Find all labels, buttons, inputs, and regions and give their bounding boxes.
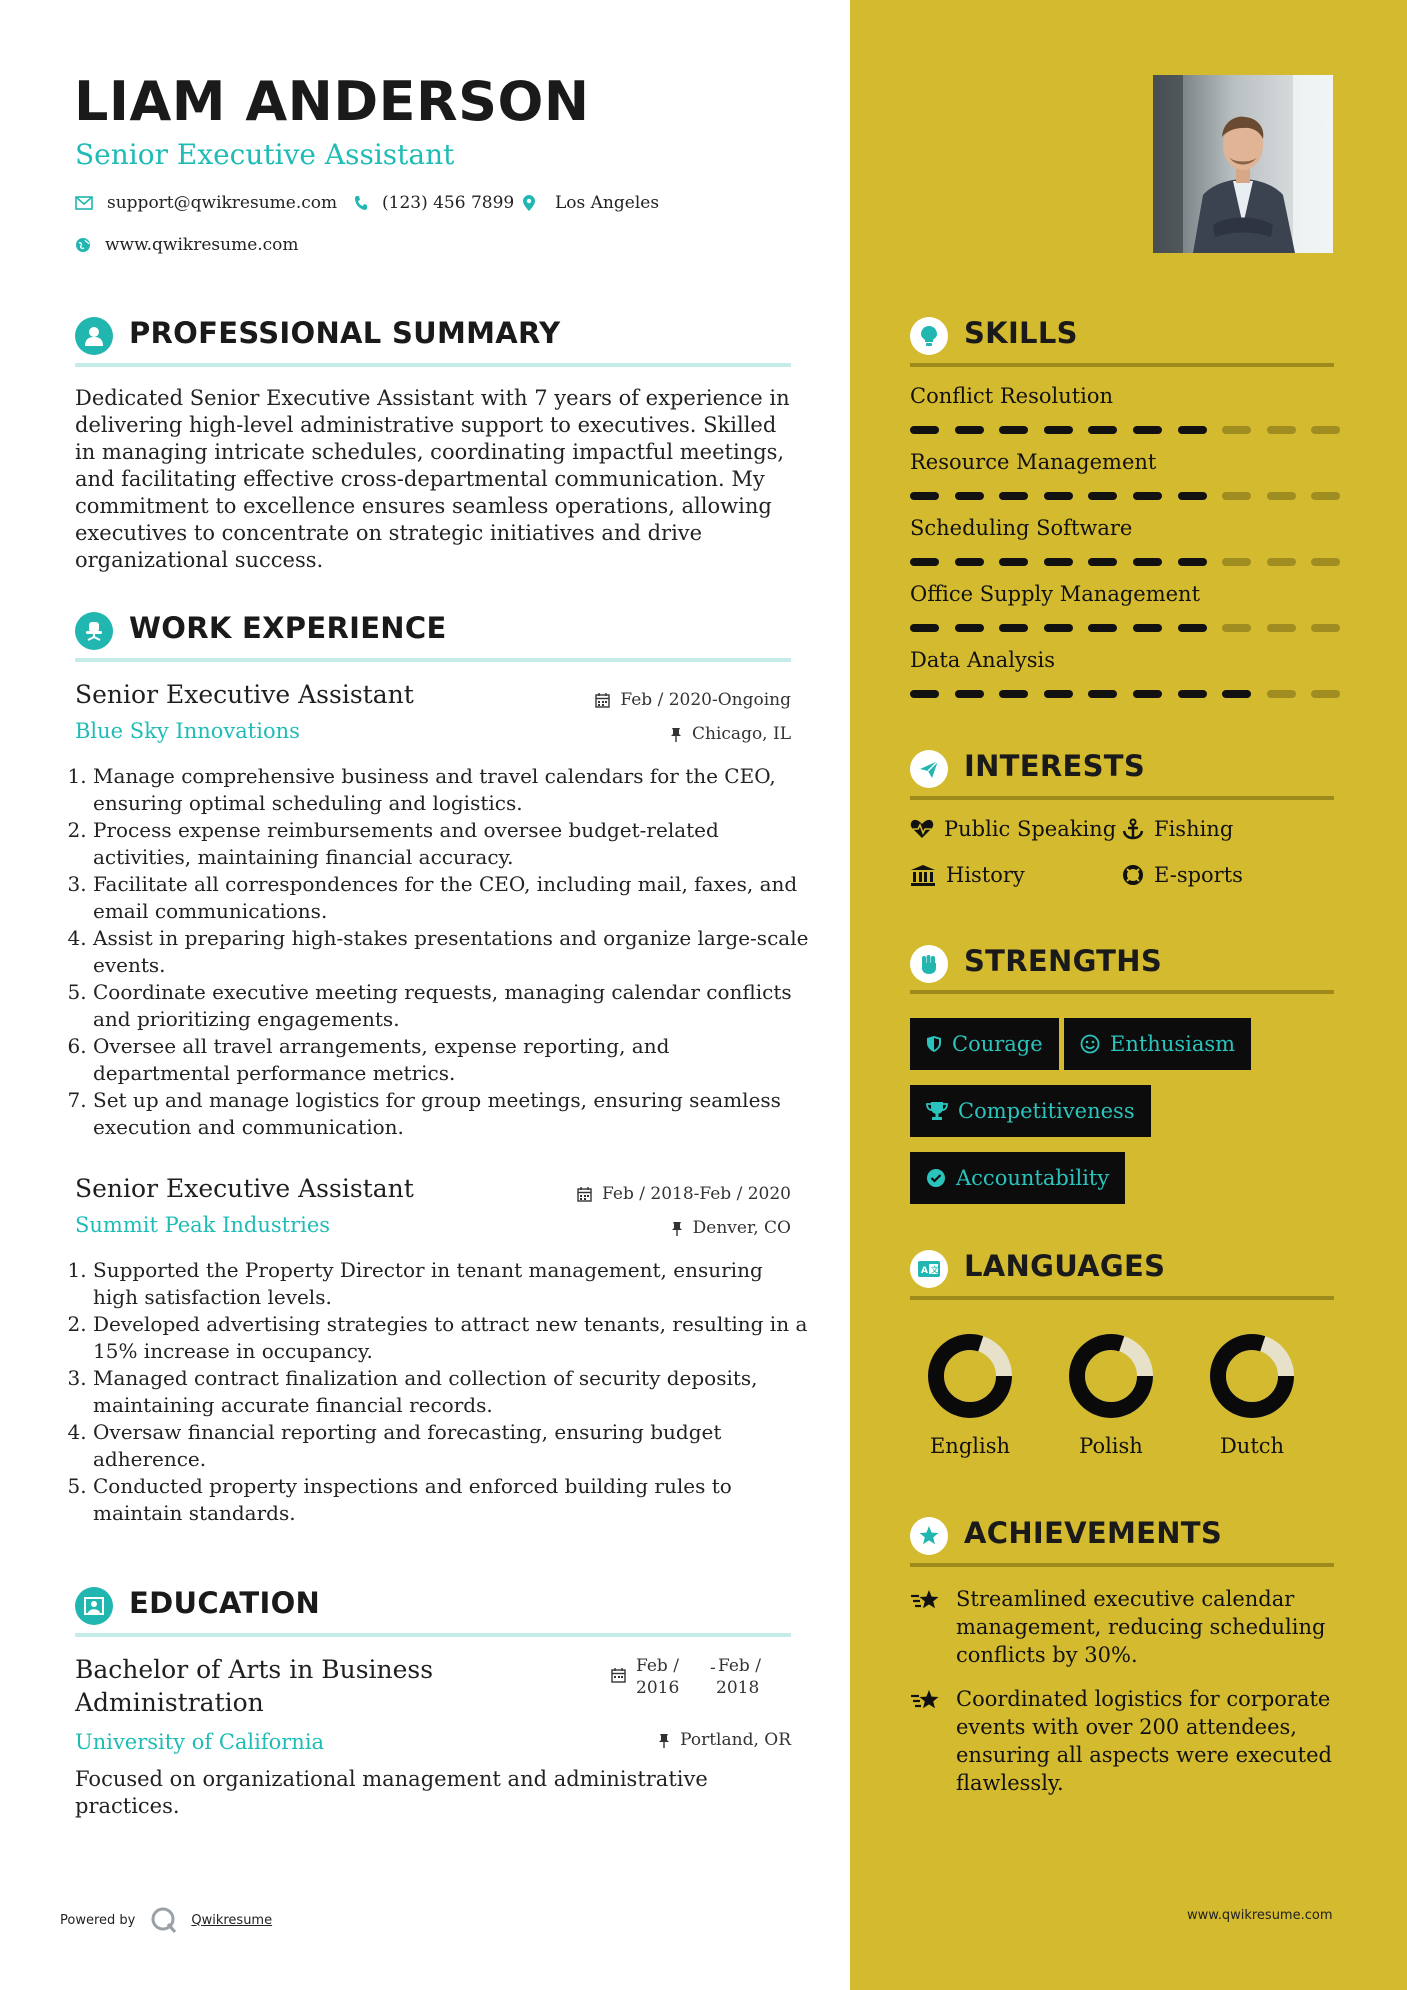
skill-row xyxy=(910,648,1340,708)
anchor-icon xyxy=(1122,818,1144,840)
language-name: Dutch xyxy=(1219,1434,1285,1458)
summary-heading: PROFESSIONAL SUMMARY xyxy=(129,316,561,350)
education-section-icon xyxy=(75,1587,113,1625)
skill-level-dash xyxy=(999,492,1028,500)
location-contact xyxy=(523,193,659,213)
skill-level-dash xyxy=(1088,624,1117,632)
powered-by-text: Powered by xyxy=(60,1912,136,1928)
skill-level-dash xyxy=(1044,558,1073,566)
skill-level-dash xyxy=(955,426,984,434)
strengths-section-icon xyxy=(910,945,948,983)
list-item: 4. Oversaw financial reporting and forecasting, ensuring budget adherence. xyxy=(93,1419,809,1473)
job-responsibilities xyxy=(75,1257,809,1527)
strength-label: Enthusiasm xyxy=(1110,1032,1236,1056)
list-item: 1. Manage comprehensive business and travel calendars for the CEO, ensuring optimal scheduling and logistics. xyxy=(93,763,809,817)
calendar-icon xyxy=(611,1668,626,1683)
education-description: Focused on organizational management and administrative practices. xyxy=(75,1767,708,1818)
list-item: 4. Assist in preparing high-stakes presentations and organize large-scale events. xyxy=(93,925,809,979)
achievements-section-icon xyxy=(910,1517,948,1555)
email-contact[interactable] xyxy=(75,193,337,213)
company-name: Summit Peak Industries xyxy=(75,1213,331,1237)
list-item: 5. Conducted property inspections and enforced building rules to maintain standards. xyxy=(93,1473,809,1527)
map-marker-icon xyxy=(523,195,535,211)
skill-level-dash xyxy=(1133,624,1162,632)
skill-level-dash xyxy=(1133,492,1162,500)
website-contact[interactable] xyxy=(75,235,299,255)
date-start-year: 2016 xyxy=(636,1678,680,1698)
skill-level-dash xyxy=(999,426,1028,434)
education-location-text: Portland, OR xyxy=(680,1730,791,1750)
skill-level-dash xyxy=(1222,492,1251,500)
skills-divider xyxy=(910,363,1334,367)
interests-section-icon xyxy=(910,750,948,788)
achievement-item: Streamlined executive calendar management, reducing scheduling conflicts by 30%. xyxy=(956,1587,1326,1667)
strength-tag xyxy=(910,1018,1059,1070)
date-separator: - xyxy=(710,1658,716,1678)
lightbulb-icon xyxy=(919,325,939,347)
phone-contact[interactable] xyxy=(354,193,514,213)
skill-row xyxy=(910,582,1340,642)
powered-by xyxy=(60,1905,272,1935)
strength-tag xyxy=(910,1085,1151,1137)
interest-item xyxy=(910,863,1025,887)
skill-level-dash xyxy=(1133,690,1162,698)
language-name: English xyxy=(929,1434,1011,1458)
job-title: Senior Executive Assistant xyxy=(75,680,414,709)
globe-icon xyxy=(75,237,91,253)
language-item xyxy=(910,1330,1030,1470)
interest-item xyxy=(910,817,1116,841)
envelope-icon xyxy=(75,196,93,210)
paper-plane-icon xyxy=(918,758,940,780)
skill-level-dash xyxy=(999,624,1028,632)
interest-label: Fishing xyxy=(1154,817,1234,841)
phone-icon xyxy=(354,195,368,211)
list-item: 3. Managed contract finalization and collection of security deposits, maintaining accurate financial records. xyxy=(93,1365,809,1419)
profile-photo xyxy=(1153,75,1333,253)
skill-level-dash xyxy=(1311,690,1340,698)
strength-label: Accountability xyxy=(956,1166,1110,1190)
language-donut xyxy=(910,1330,1030,1430)
languages-divider xyxy=(910,1296,1334,1300)
skill-level-dash xyxy=(955,624,984,632)
skill-level-dash xyxy=(1311,492,1340,500)
interest-item xyxy=(1122,817,1233,841)
job-dates-text: Feb / 2020-Ongoing xyxy=(620,690,791,710)
skill-level-dash xyxy=(1178,558,1207,566)
interests-divider xyxy=(910,796,1334,800)
languages-section-icon xyxy=(910,1250,948,1288)
achievement-item: Coordinated logistics for corporate events with over 200 attendees, ensuring all aspects were executed flawlessly. xyxy=(956,1687,1332,1795)
date-end-year: 2018 xyxy=(716,1678,760,1698)
website-text: www.qwikresume.com xyxy=(105,235,299,255)
skills-section-icon xyxy=(910,317,948,355)
skill-level-dash xyxy=(1222,690,1251,698)
languages-heading: LANGUAGES xyxy=(964,1249,1166,1283)
skill-level-dash xyxy=(955,690,984,698)
skill-level-dash xyxy=(1044,624,1073,632)
shield-icon xyxy=(926,1035,942,1053)
skill-level-dash xyxy=(1088,426,1117,434)
calendar-icon xyxy=(577,1187,592,1202)
user-icon xyxy=(83,325,105,347)
experience-section-icon xyxy=(75,612,113,650)
degree-line-2: Administration xyxy=(75,1688,264,1717)
education-location xyxy=(590,1730,791,1750)
job-responsibilities xyxy=(75,763,809,1141)
strengths-heading: STRENGTHS xyxy=(964,944,1163,978)
skill-name: Scheduling Software xyxy=(910,516,1133,540)
skills-list xyxy=(910,384,1340,704)
list-item: 2. Developed advertising strategies to attract new tenants, resulting in a 15% increase in occupancy. xyxy=(93,1311,809,1365)
interests-heading: INTERESTS xyxy=(964,749,1146,783)
skill-level-dash xyxy=(1088,492,1117,500)
list-item: 7. Set up and manage logistics for group meetings, ensuring seamless execution and communication. xyxy=(93,1087,809,1141)
life-ring-icon xyxy=(1122,864,1144,886)
skill-level-dash xyxy=(1311,426,1340,434)
skill-level-dash xyxy=(955,558,984,566)
interest-item xyxy=(1122,863,1243,887)
skill-level-dash xyxy=(1311,558,1340,566)
list-item: 6. Oversee all travel arrangements, expense reporting, and departmental performance metrics. xyxy=(93,1033,809,1087)
strength-label: Competitiveness xyxy=(958,1099,1135,1123)
achievement-star-icon xyxy=(910,1688,942,1718)
education-dates xyxy=(608,1656,798,1700)
skill-level-dash xyxy=(1267,426,1296,434)
skill-level-dash xyxy=(1178,624,1207,632)
education-heading: EDUCATION xyxy=(129,1586,321,1620)
location-text: Los Angeles xyxy=(555,193,660,213)
skill-level-dash xyxy=(910,492,939,500)
trophy-icon xyxy=(926,1101,948,1121)
skill-row xyxy=(910,516,1340,576)
strength-tag xyxy=(1064,1018,1251,1070)
skill-level-dash xyxy=(955,492,984,500)
skill-level-dash xyxy=(1222,624,1251,632)
svg-text:A: A xyxy=(921,1266,928,1276)
interest-label: History xyxy=(946,863,1025,887)
skill-level-dash xyxy=(1178,690,1207,698)
job-location-text: Denver, CO xyxy=(692,1218,791,1238)
language-donut xyxy=(1051,1330,1171,1430)
email-text: support@qwikresume.com xyxy=(107,193,338,213)
fist-icon xyxy=(919,953,939,975)
skill-level-dash xyxy=(1133,558,1162,566)
job-location xyxy=(590,1218,791,1238)
skill-level-dash xyxy=(1088,558,1117,566)
experience-heading: WORK EXPERIENCE xyxy=(129,611,447,645)
qwikresume-link[interactable]: Qwikresume xyxy=(191,1912,273,1928)
language-name: Polish xyxy=(1079,1434,1143,1458)
pushpin-icon xyxy=(658,1733,670,1748)
skill-level-dash xyxy=(910,558,939,566)
qwikresume-logo-icon xyxy=(149,1905,179,1935)
skill-level-dash xyxy=(1267,492,1296,500)
calendar-icon xyxy=(595,693,610,708)
summary-section-icon xyxy=(75,317,113,355)
strengths-divider xyxy=(910,990,1334,994)
skill-level-dash xyxy=(999,558,1028,566)
languages-list xyxy=(910,1330,1340,1470)
list-item: 1. Supported the Property Director in tenant management, ensuring high satisfaction levels. xyxy=(93,1257,809,1311)
interest-label: Public Speaking xyxy=(944,817,1117,841)
summary-divider xyxy=(75,363,791,367)
skill-name: Office Supply Management xyxy=(910,582,1201,606)
skill-level-dash xyxy=(1222,558,1251,566)
date-start-month: Feb / xyxy=(636,1656,679,1676)
pushpin-icon xyxy=(670,727,682,742)
bank-icon xyxy=(910,864,936,886)
skill-level-dash xyxy=(1311,624,1340,632)
candidate-title: Senior Executive Assistant xyxy=(75,138,455,171)
strength-label: Courage xyxy=(952,1032,1043,1056)
list-item: 2. Process expense reimbursements and oversee budget-related activities, maintaining financial accuracy. xyxy=(93,817,809,871)
skill-row xyxy=(910,450,1340,510)
skill-level-dash xyxy=(999,690,1028,698)
pushpin-icon xyxy=(671,1221,683,1236)
phone-text: (123) 456 7899 xyxy=(382,193,515,213)
check-circle-icon xyxy=(926,1168,946,1188)
job-dates-text: Feb / 2018-Feb / 2020 xyxy=(602,1184,791,1204)
skill-level-dash xyxy=(1267,690,1296,698)
list-item: 5. Coordinate executive meeting requests, managing calendar conflicts and prioritizing engagements. xyxy=(93,979,809,1033)
skill-level-dash xyxy=(1044,492,1073,500)
job-title: Senior Executive Assistant xyxy=(75,1174,414,1203)
language-item xyxy=(1192,1330,1312,1470)
job-location-text: Chicago, IL xyxy=(692,724,791,744)
skill-name: Data Analysis xyxy=(910,648,1056,672)
skill-level-dash xyxy=(1222,426,1251,434)
experience-divider xyxy=(75,658,791,662)
candidate-name: LIAM ANDERSON xyxy=(74,70,590,133)
skill-row xyxy=(910,384,1340,444)
skill-level-dash xyxy=(910,690,939,698)
language-donut xyxy=(1192,1330,1312,1430)
skill-level-dash xyxy=(1088,690,1117,698)
achievements-heading: ACHIEVEMENTS xyxy=(964,1516,1223,1550)
smile-icon xyxy=(1080,1034,1100,1054)
heartbeat-icon xyxy=(910,819,934,839)
skill-level-dash xyxy=(1178,426,1207,434)
job-dates xyxy=(590,690,791,710)
skill-level-dash xyxy=(1267,558,1296,566)
skill-name: Conflict Resolution xyxy=(910,384,1114,408)
summary-text: Dedicated Senior Executive Assistant with 7 years of experience in delivering high-level administrative support to executives. Skilled in managing intricate schedules, coordinating impactful meetings, and facilitating effective cross-departmental communication. My commitment to excellence ensures seamless operations, allowing executives to concentrate on strategic initiatives and drive organizational success. xyxy=(75,386,790,572)
skill-level-dash xyxy=(1133,426,1162,434)
svg-text:文: 文 xyxy=(930,1265,939,1275)
translate-icon xyxy=(917,1260,941,1278)
degree-line-1: Bachelor of Arts in Business xyxy=(75,1655,434,1684)
achievement-star-icon xyxy=(910,1588,942,1618)
interest-label: E-sports xyxy=(1154,863,1243,887)
skill-level-dash xyxy=(1178,492,1207,500)
job-dates xyxy=(560,1184,791,1204)
job-location xyxy=(590,724,791,744)
graduate-icon xyxy=(83,1595,105,1617)
strength-tag xyxy=(910,1152,1125,1204)
education-divider xyxy=(75,1633,791,1637)
skill-name: Resource Management xyxy=(910,450,1157,474)
skill-level-dash xyxy=(1044,426,1073,434)
office-chair-icon xyxy=(83,620,105,642)
company-name: Blue Sky Innovations xyxy=(75,719,300,743)
date-end-month: Feb / xyxy=(718,1656,761,1676)
skills-heading: SKILLS xyxy=(964,316,1078,350)
star-badge-icon xyxy=(918,1525,940,1547)
school-name: University of California xyxy=(75,1730,325,1754)
skill-level-dash xyxy=(910,624,939,632)
list-item: 3. Facilitate all correspondences for the CEO, including mail, faxes, and email communications. xyxy=(93,871,809,925)
skill-level-dash xyxy=(1044,690,1073,698)
skill-level-dash xyxy=(1267,624,1296,632)
skill-level-dash xyxy=(910,426,939,434)
footer-site[interactable]: www.qwikresume.com xyxy=(1187,1908,1333,1923)
language-item xyxy=(1051,1330,1171,1470)
achievements-divider xyxy=(910,1563,1334,1567)
